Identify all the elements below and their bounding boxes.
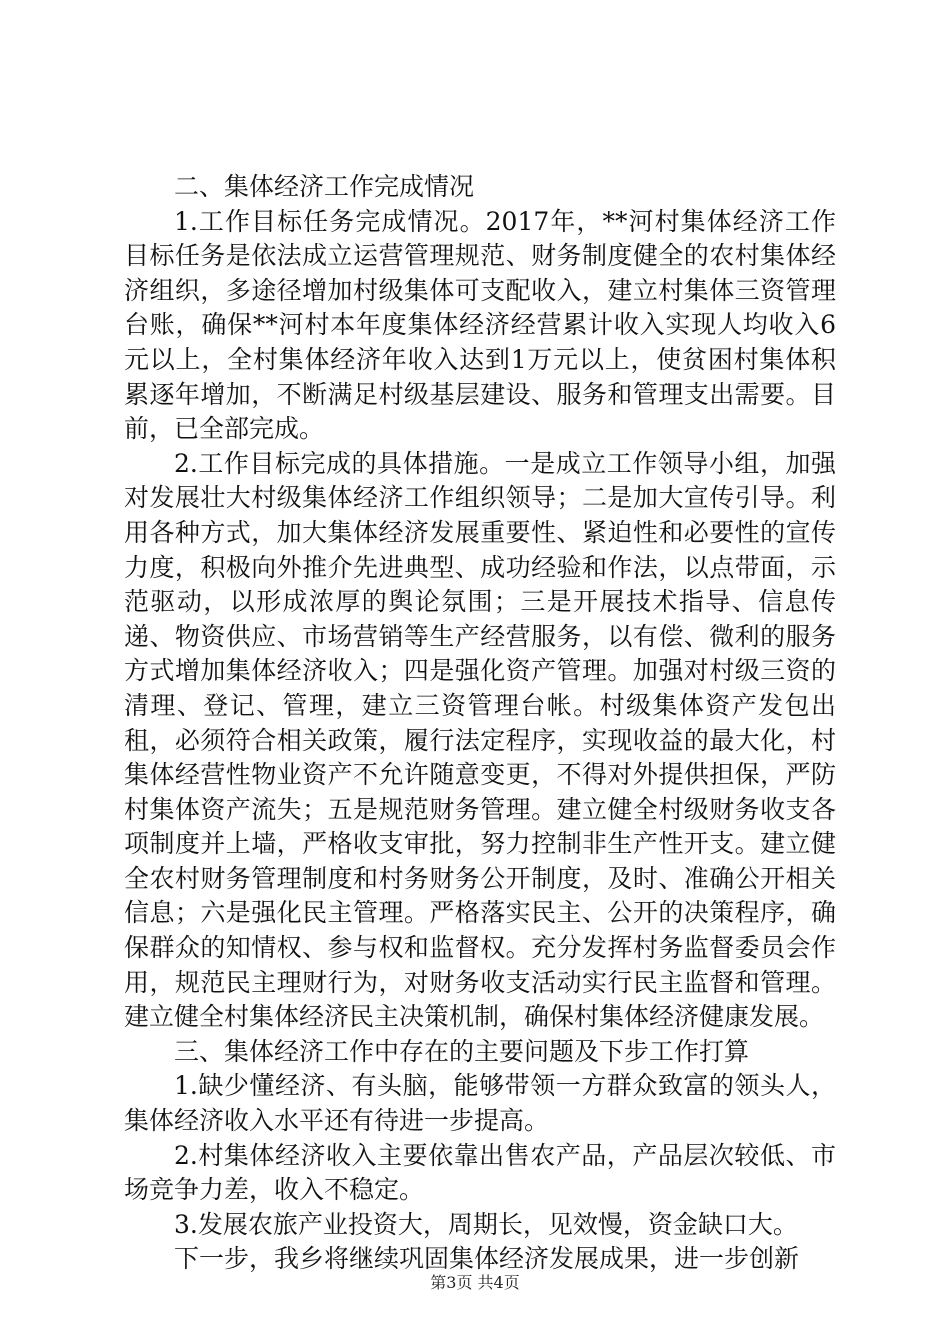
paragraph-problem-1: 1.缺少懂经济、有头脑，能够带领一方群众致富的领头人，集体经济收入水平还有待进一步提高。 [124,1071,836,1136]
section-heading-3: 三、集体经济工作中存在的主要问题及下步工作打算 [174,1036,750,1066]
paragraph-next-step: 下一步，我乡将继续巩固集体经济发展成果，进一步创新 [174,1244,800,1274]
paragraph-specific-measures: 2.工作目标完成的具体措施。一是成立工作领导小组，加强对发展壮大村级集体经济工作组织领导；二是加大宣传引导。利用各种方式，加大集体经济发展重要性、紧迫性和必要性的宣传力度，积极向外推介先进典型、成功经验和作法，以点带面，示范驱动，以形成浓厚的舆论氛围；三是开展技术指导、信息传递、物资供应、市场营销等生产经营服务，以有偿、微利的服务方式增加集体经济收入；四是强化资产管理。加强对村级三资的清理、登记、管理，建立三资管理台帐。村级集体资产发包出租，必须符合相关政策，履行法定程序，实现收益的最大化，村集体经营性物业资产不允许随意变更，不得对外提供担保，严防村集体资产流失；五是规范财务管理。建立健全村级财务收支各项制度并上墙，严格收支审批，努力控制非生产性开支。建立健全农村财务管理制度和村务财务公开制度，及时、准确公开相关信息；六是强化民主管理。严格落实民主、公开的决策程序，确保群众的知情权、参与权和监督权。充分发挥村务监督委员会作用，规范民主理财行为，对财务收支活动实行民主监督和管理。建立健全村集体经济民主决策机制，确保村集体经济健康发展。 [124,448,836,1032]
paragraph-problem-3: 3.发展农旅产业投资大，周期长，见效慢，资金缺口大。 [174,1209,798,1239]
paragraph-problem-2: 2.村集体经济收入主要依靠出售农产品，产品层次较低、市场竞争力差，收入不稳定。 [124,1140,836,1205]
section-heading-2: 二、集体经济工作完成情况 [174,172,475,201]
page-footer: 第3页 共4页 [430,1273,520,1292]
document-body [124,170,836,1277]
paragraph-target-completion: 1.工作目标任务完成情况。2017年，**河村集体经济工作目标任务是依法成立运营管理规范、财务制度健全的农村集体经济组织，多途径增加村级集体可支配收入，建立村集体三资管理台账，确保**河村本年度集体经济经营累计收入实现人均收入6元以上，全村集体经济年收入达到1万元以上，使贫困村集体积累逐年增加，不断满足村级基层建设、服务和管理支出需要。目前，已全部完成。 [124,206,836,444]
